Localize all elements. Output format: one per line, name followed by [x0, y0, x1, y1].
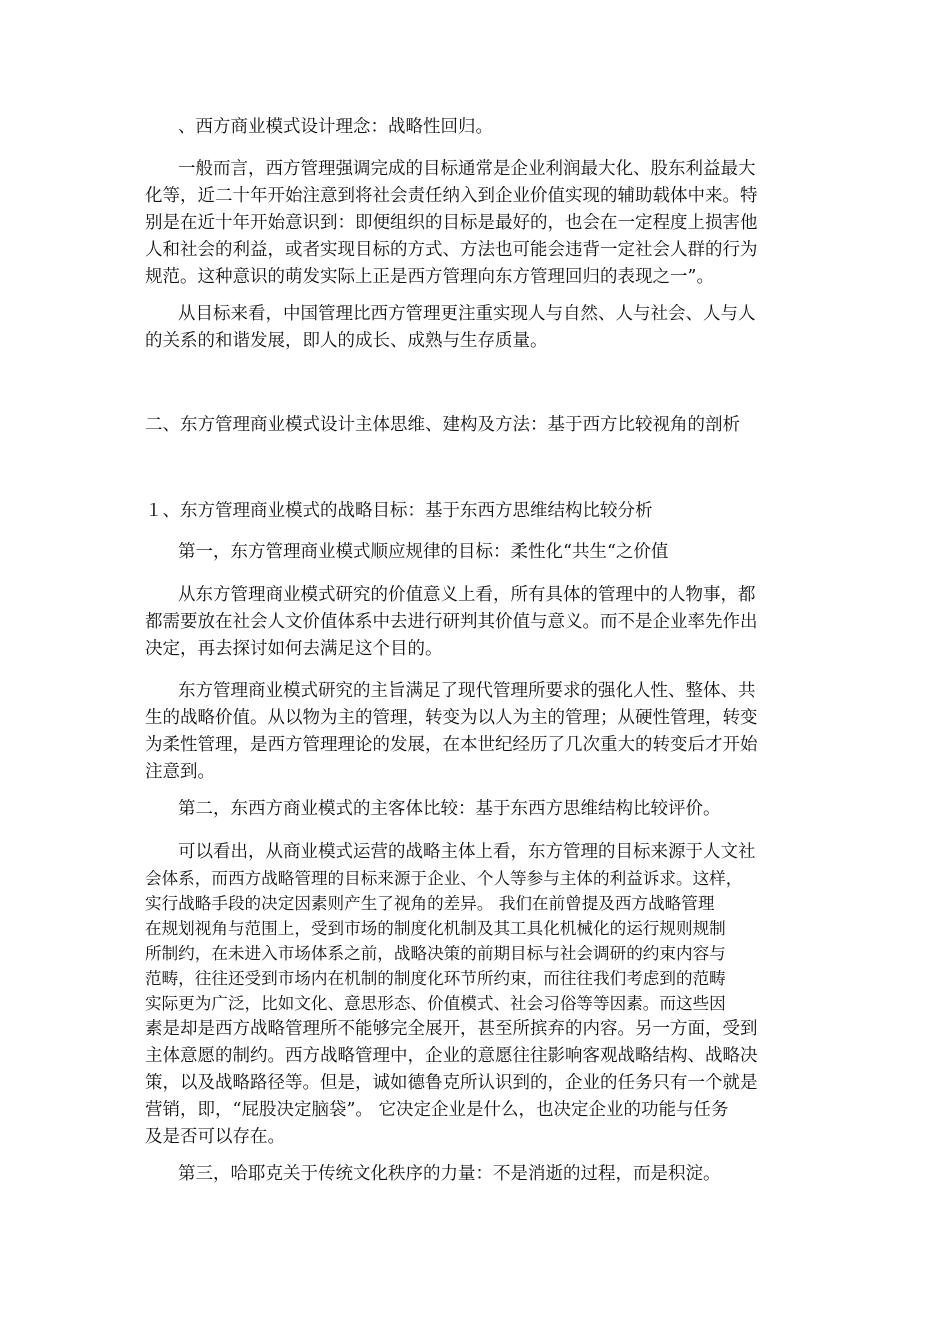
paragraph-line: 一般而言，西方管理强调完成的目标通常是企业利润最大化、股东利益最大 [178, 159, 756, 179]
paragraph-line: 可以看出，从商业模式运营的战略主体上看，东方管理的目标来源于人文社 [178, 842, 756, 862]
point-heading: 第一，东方管理商业模式顺应规律的目标：柔性化“共生“之价值 [178, 542, 669, 562]
paragraph-line: 在规划视角与范围上，受到市场的制度化机制及其工具化机械化的运行规则规制 [145, 919, 726, 938]
paragraph-line: 东方管理商业模式研究的主旨满足了现代管理所要求的强化人性、整体、共 [178, 681, 756, 701]
paragraph-line: 别是在近十年开始意识到：即便组织的目标是最好的，也会在一定程度上损害他 [145, 213, 758, 233]
paragraph-line: 范畴，往往还受到市场内在机制的制度化环节所约束，而往往我们考虑到的范畴 [145, 969, 726, 988]
paragraph-line: 素是却是西方战略管理所不能够完全展开，甚至所摈弃的内容。另一方面，受到 [145, 1019, 758, 1039]
subsection-heading: １、东方管理商业模式的战略目标：基于东西方思维结构比较分析 [145, 501, 653, 521]
paragraph-line: 都需要放在社会人文价值体系中去进行研判其价值与意义。而不是企业率先作出 [145, 612, 758, 632]
paragraph-line: 实行战略手段的决定因素则产生了视角的差异。 我们在前曾提及西方战略管理 [145, 894, 715, 913]
point-heading: 第三，哈耶克关于传统文化秩序的力量：不是消逝的过程，而是积淀。 [178, 1164, 721, 1184]
paragraph-line: 从东方管理商业模式研究的价值意义上看，所有具体的管理中的人物事，都 [178, 585, 756, 605]
paragraph-line: 所制约，在未进入市场体系之前，战略决策的前期目标与社会调研的约束内容与 [145, 944, 726, 963]
section-heading: 、西方商业模式设计理念：战略性回归。 [178, 117, 493, 137]
paragraph-line: 的关系的和谐发展，即人的成长、成熟与生存质量。 [145, 331, 548, 351]
paragraph-line: 为柔性管理，是西方管理理论的发展，在本世纪经历了几次重大的转变后才开始 [145, 735, 758, 755]
paragraph-line: 实际更为广泛，比如文化、意思形态、价值模式、社会习俗等等因素。而这些因 [145, 994, 726, 1013]
paragraph-line: 人和社会的利益，或者实现目标的方式、方法也可能会违背一定社会人群的行为 [145, 240, 758, 260]
paragraph-line: 主体意愿的制约。西方战略管理中，企业的意愿往往影响客观战略结构、战略决 [145, 1046, 758, 1066]
paragraph-line: 注意到。 [145, 762, 215, 782]
paragraph-line: 营销，即，“屁股决定脑袋”。 它决定企业是什么，也决定企业的功能与任务 [145, 1100, 729, 1120]
paragraph-line: 策，以及战略路径等。但是，诚如德鲁克所认识到的，企业的任务只有一个就是 [145, 1073, 758, 1093]
paragraph-line: 会体系，而西方战略管理的目标来源于企业、个人等参与主体的利益诉求。这样， [145, 869, 743, 888]
paragraph-line: 生的战略价值。从以物为主的管理，转变为以人为主的管理；从硬性管理，转变 [145, 708, 758, 728]
section-heading: 二、东方管理商业模式设计主体思维、建构及方法：基于西方比较视角的剖析 [145, 415, 740, 435]
point-heading: 第二，东西方商业模式的主客体比较：基于东西方思维结构比较评价。 [178, 799, 721, 819]
paragraph-line: 规范。这种意识的萌发实际上正是西方管理向东方管理回归的表现之一”。 [145, 267, 714, 287]
paragraph-line: 决定，再去探讨如何去满足这个目的。 [145, 639, 443, 659]
paragraph-line: 及是否可以存在。 [145, 1127, 285, 1147]
paragraph-line: 从目标来看，中国管理比西方管理更注重实现人与自然、人与社会、人与人 [178, 304, 756, 324]
paragraph-line: 化等，近二十年开始注意到将社会责任纳入到企业价值实现的辅助载体中来。特 [145, 186, 758, 206]
